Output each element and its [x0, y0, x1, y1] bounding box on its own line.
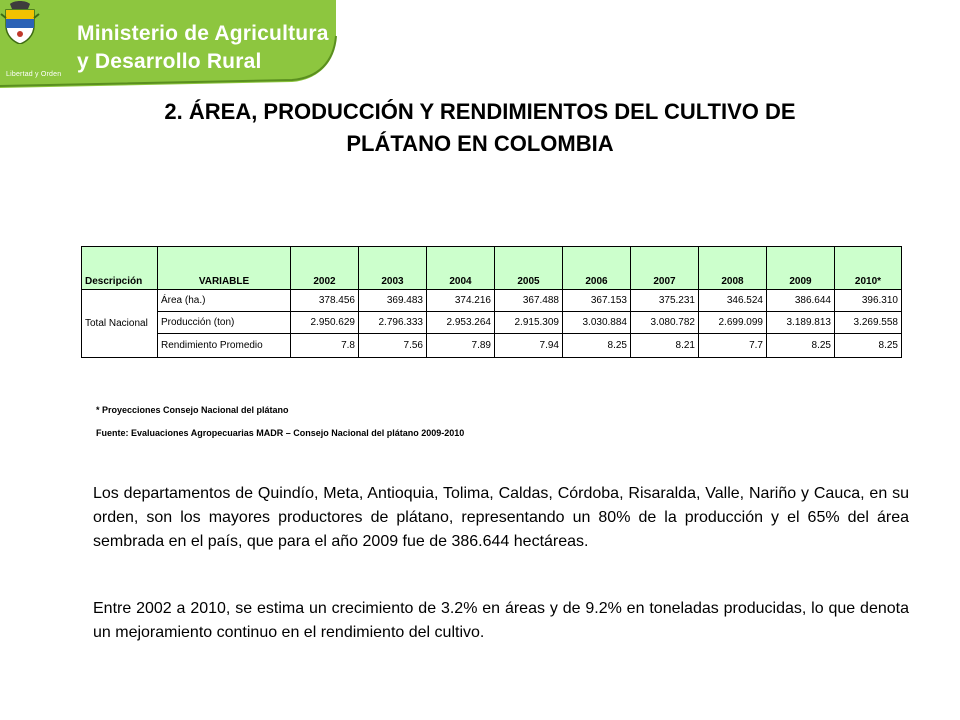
header-year: 2009: [767, 247, 835, 290]
table-cell: 396.310: [835, 290, 902, 312]
page-title: [60, 96, 900, 160]
table-cell: 2.950.629: [291, 312, 359, 334]
table-header-row: [82, 247, 902, 290]
table-cell: 3.269.558: [835, 312, 902, 334]
table-cell: 2.915.309: [495, 312, 563, 334]
group-label: Total Nacional: [82, 290, 158, 358]
projection-footnote: * Proyecciones Consejo Nacional del plátano: [96, 405, 289, 415]
table-cell: 3.030.884: [563, 312, 631, 334]
header-year: 2007: [631, 247, 699, 290]
table-cell: 2.796.333: [359, 312, 427, 334]
plantain-data-table: [81, 246, 902, 358]
table-cell: 2.953.264: [427, 312, 495, 334]
table-cell: 8.25: [563, 334, 631, 358]
page-title-line2: PLÁTANO EN COLOMBIA: [346, 131, 614, 156]
body-paragraph: Entre 2002 a 2010, se estima un crecimiento de 3.2% en áreas y de 9.2% en toneladas producidas, lo que denota un mejoramiento continuo en el rendimiento del cultivo.: [93, 600, 909, 641]
table-row-produccion: [82, 312, 902, 334]
variable-label: Rendimiento Promedio: [158, 334, 291, 358]
table-cell: 367.153: [563, 290, 631, 312]
header-year: 2008: [699, 247, 767, 290]
header-year: 2002: [291, 247, 359, 290]
ministry-name-line1: Ministerio de Agricultura: [77, 22, 329, 45]
header-year: 2005: [495, 247, 563, 290]
motto-text: Libertad y Orden: [6, 71, 62, 78]
ministry-name-line2: y Desarrollo Rural: [77, 50, 262, 73]
table-cell: 367.488: [495, 290, 563, 312]
table-cell: 8.25: [767, 334, 835, 358]
variable-label: Área (ha.): [158, 290, 291, 312]
table-cell: 8.25: [835, 334, 902, 358]
table-cell: 7.8: [291, 334, 359, 358]
table-cell: 386.644: [767, 290, 835, 312]
table-cell: 3.189.813: [767, 312, 835, 334]
header-variable: VARIABLE: [158, 247, 291, 290]
body-paragraph: Los departamentos de Quindío, Meta, Antioquia, Tolima, Caldas, Córdoba, Risaralda, Valle, Nariño y Cauca, en su orden, son los mayores productores de plátano, representando un 80% de la producción y el 65% del área sembrada en el país, que para el año 2009 fue de 386.644 hectáreas.: [93, 485, 909, 550]
table-cell: 7.56: [359, 334, 427, 358]
header-year: 2010*: [835, 247, 902, 290]
table-row-area: [82, 290, 902, 312]
table-cell: 7.89: [427, 334, 495, 358]
table-cell: 2.699.099: [699, 312, 767, 334]
variable-label: Producción (ton): [158, 312, 291, 334]
header-year: 2004: [427, 247, 495, 290]
table-cell: 375.231: [631, 290, 699, 312]
header-descripcion: Descripción: [82, 247, 158, 290]
ministry-header: [0, 0, 960, 88]
table-row-rendimiento: [82, 334, 902, 358]
page-title-line1: 2. ÁREA, PRODUCCIÓN Y RENDIMIENTOS DEL CULTIVO DE: [164, 99, 796, 124]
header-year: 2006: [563, 247, 631, 290]
table-cell: 374.216: [427, 290, 495, 312]
table-cell: 7.7: [699, 334, 767, 358]
table-cell: 8.21: [631, 334, 699, 358]
header-year: 2003: [359, 247, 427, 290]
table-cell: 7.94: [495, 334, 563, 358]
source-footnote: Fuente: Evaluaciones Agropecuarias MADR – Consejo Nacional del plátano 2009-2010: [96, 428, 465, 438]
table-cell: 369.483: [359, 290, 427, 312]
table-cell: 3.080.782: [631, 312, 699, 334]
table-cell: 346.524: [699, 290, 767, 312]
table-cell: 378.456: [291, 290, 359, 312]
coat-of-arms-icon: [0, 0, 40, 44]
